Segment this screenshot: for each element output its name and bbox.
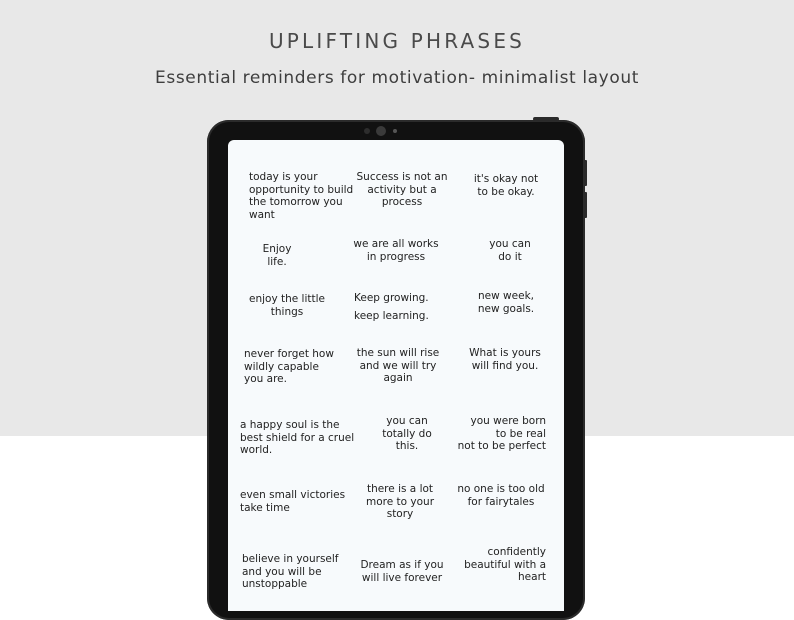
phrase-item: you can do it	[489, 238, 531, 263]
phrase-item: today is your opportunity to build the tomorrow you want	[249, 171, 354, 221]
phrase-item: Success is not an activity but a process	[356, 171, 448, 208]
phrase-item: never forget how wildly capable you are.	[244, 348, 334, 385]
tablet-volume-up-button	[584, 160, 587, 186]
phrase-item: you can totally do this.	[382, 415, 432, 452]
tablet-light-sensor-icon	[393, 129, 397, 133]
phrase-item: a happy soul is the best shield for a cruel world.	[240, 419, 355, 456]
phrase-item: even small victories take time	[240, 489, 346, 514]
phrase-item: you were born to be real not to be perfect	[457, 415, 546, 452]
tablet-camera-icon	[376, 126, 386, 136]
phrase-item: the sun will rise and we will try again	[356, 347, 440, 384]
tablet-volume-down-button	[584, 192, 587, 218]
phrase-item: no one is too old for fairytales	[457, 483, 545, 508]
phrase-item: it's okay not to be okay.	[473, 173, 539, 198]
page-title: UPLIFTING PHRASES	[268, 29, 526, 53]
phrase-item: confidently beautiful with a heart	[464, 546, 546, 583]
tablet-screen	[228, 140, 564, 611]
tablet-power-button	[533, 117, 559, 121]
phrase-item: Enjoy life.	[262, 243, 292, 268]
phrase-item: there is a lot more to your story	[365, 483, 435, 520]
phrase-item: we are all works in progress	[353, 238, 439, 263]
phrase-item: What is yours will find you.	[469, 347, 541, 372]
phrase-item: believe in yourself and you will be unstoppable	[242, 553, 339, 590]
phrase-item: enjoy the little things	[248, 293, 326, 318]
phrase-item: new week, new goals.	[477, 290, 535, 315]
phrase-item: Keep growing.	[354, 292, 429, 304]
phrase-item: Dream as if you will live forever	[360, 559, 444, 584]
tablet-sensor-icon	[364, 128, 370, 134]
phrase-item: keep learning.	[354, 310, 429, 322]
page-subtitle: Essential reminders for motivation- minimalist layout	[155, 68, 639, 88]
